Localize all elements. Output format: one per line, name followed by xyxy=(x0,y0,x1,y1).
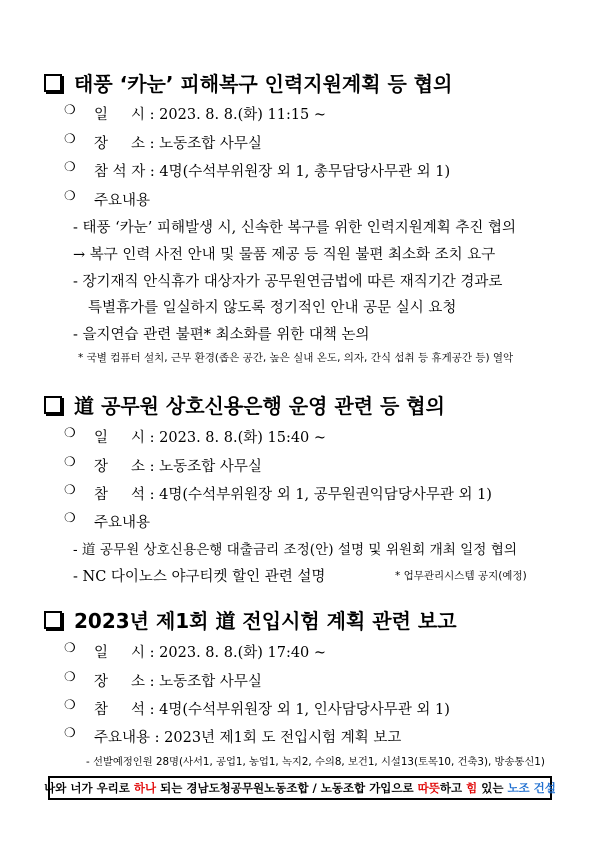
circle-bullet-icon: ❍ xyxy=(64,698,76,713)
section-2-heading xyxy=(44,390,445,419)
attendees-value: 4명(수석부위원장 외 1, 공무원권익담당사무관 외 1) xyxy=(159,487,492,503)
date-value: 2023. 8. 8.(화) 11:15 ~ xyxy=(159,107,327,123)
attendees-value: 4명(수석부위원장 외 1, 총무담당사무관 외 1) xyxy=(159,164,451,180)
slogan-text: 되는 경남도청공무원노동조합 / 노동조합 가입으로 xyxy=(156,781,418,795)
place-label: 장 소 : xyxy=(94,674,155,690)
checkbox-square-icon xyxy=(44,74,62,92)
list-item: - NC 다이노스 야구티켓 할인 관련 설명 xyxy=(73,569,326,585)
circle-bullet-icon: ❍ xyxy=(64,189,76,204)
footnote: * 국별 컴퓨터 설치, 근무 환경(좁은 공간, 높은 실내 온도, 의자, 간식 섭취 등 휴게공간 등) 열악 xyxy=(78,352,514,364)
date-label: 일 시 : xyxy=(94,430,155,446)
place-label: 장 소 : xyxy=(94,459,155,475)
footnote: * 업무관리시스템 공지(예정) xyxy=(395,570,527,582)
circle-bullet-icon: ❍ xyxy=(64,426,76,441)
circle-bullet-icon: ❍ xyxy=(64,483,76,498)
section-1-heading xyxy=(44,68,452,97)
circle-bullet-icon: ❍ xyxy=(64,670,76,685)
slogan-highlight-red: 하나 xyxy=(133,781,157,795)
attendees-label: 참 석 : xyxy=(94,487,155,503)
slogan-highlight-blue: 노조 건설 xyxy=(507,781,556,795)
list-item: - 을지연습 관련 불편* 최소화를 위한 대책 논의 xyxy=(73,327,370,343)
circle-bullet-icon: ❍ xyxy=(64,132,76,147)
attendees-label: 참 석 : xyxy=(94,702,155,718)
section-2-title: 道 공무원 상호신용은행 운영 관련 등 협의 xyxy=(74,394,445,418)
content-value: 2023년 제1회 도 전입시험 계획 보고 xyxy=(164,730,402,746)
list-item: - 선발예정인원 28명(사서1, 공업1, 농업1, 녹지2, 수의8, 보건1, 시설13(토목10, 건축3), 방송통신1) xyxy=(86,756,545,768)
content-label: 주요내용 xyxy=(94,515,151,531)
slogan-text: 있는 xyxy=(477,781,508,795)
attendees-label: 참 석 자 : xyxy=(94,164,155,180)
circle-bullet-icon: ❍ xyxy=(64,103,76,118)
list-item: - 태풍 ‘카눈’ 피해발생 시, 신속한 복구를 위한 인력지원계획 추진 협의 xyxy=(73,220,517,236)
checkbox-square-icon xyxy=(44,611,62,629)
list-item: - 道 공무원 상호신용은행 대출금리 조정(안) 설명 및 위원회 개최 일정 협의 xyxy=(73,542,518,558)
slogan-banner xyxy=(44,776,556,800)
section-1-title: 태풍 ‘카눈’ 피해복구 인력지원계획 등 협의 xyxy=(74,72,453,96)
circle-bullet-icon: ❍ xyxy=(64,641,76,656)
date-value: 2023. 8. 8.(화) 15:40 ~ xyxy=(159,430,327,446)
content-label: 주요내용 xyxy=(94,193,151,209)
list-item: 특별휴가를 일실하지 않도록 정기적인 안내 공문 실시 요청 xyxy=(88,300,457,316)
circle-bullet-icon: ❍ xyxy=(64,511,76,526)
place-value: 노동조합 사무실 xyxy=(159,459,262,475)
list-item: → 복구 인력 사전 안내 및 물품 제공 등 직원 불편 최소화 조치 요구 xyxy=(73,247,496,263)
place-label: 장 소 : xyxy=(94,136,155,152)
attendees-value: 4명(수석부위원장 외 1, 인사담당사무관 외 1) xyxy=(159,702,450,718)
circle-bullet-icon: ❍ xyxy=(64,455,76,470)
checkbox-square-icon xyxy=(44,396,62,414)
slogan-highlight-red: 힘 xyxy=(466,781,478,795)
circle-bullet-icon: ❍ xyxy=(64,726,76,741)
slogan-text: 나와 너가 우리로 xyxy=(44,781,134,795)
section-3-title: 2023년 제1회 道 전입시험 계획 관련 보고 xyxy=(74,609,457,633)
list-item: - 장기재직 안식휴가 대상자가 공무원연금법에 따른 재직기간 경과로 xyxy=(73,274,503,290)
date-label: 일 시 : xyxy=(94,645,155,661)
date-value: 2023. 8. 8.(화) 17:40 ~ xyxy=(159,645,327,661)
circle-bullet-icon: ❍ xyxy=(64,160,76,175)
content-label: 주요내용 : xyxy=(94,730,160,746)
slogan-text: 하고 xyxy=(439,781,467,795)
date-label: 일 시 : xyxy=(94,107,155,123)
section-3-heading xyxy=(44,605,457,634)
slogan-highlight-red: 따뜻 xyxy=(417,781,440,795)
place-value: 노동조합 사무실 xyxy=(159,136,262,152)
place-value: 노동조합 사무실 xyxy=(159,674,262,690)
